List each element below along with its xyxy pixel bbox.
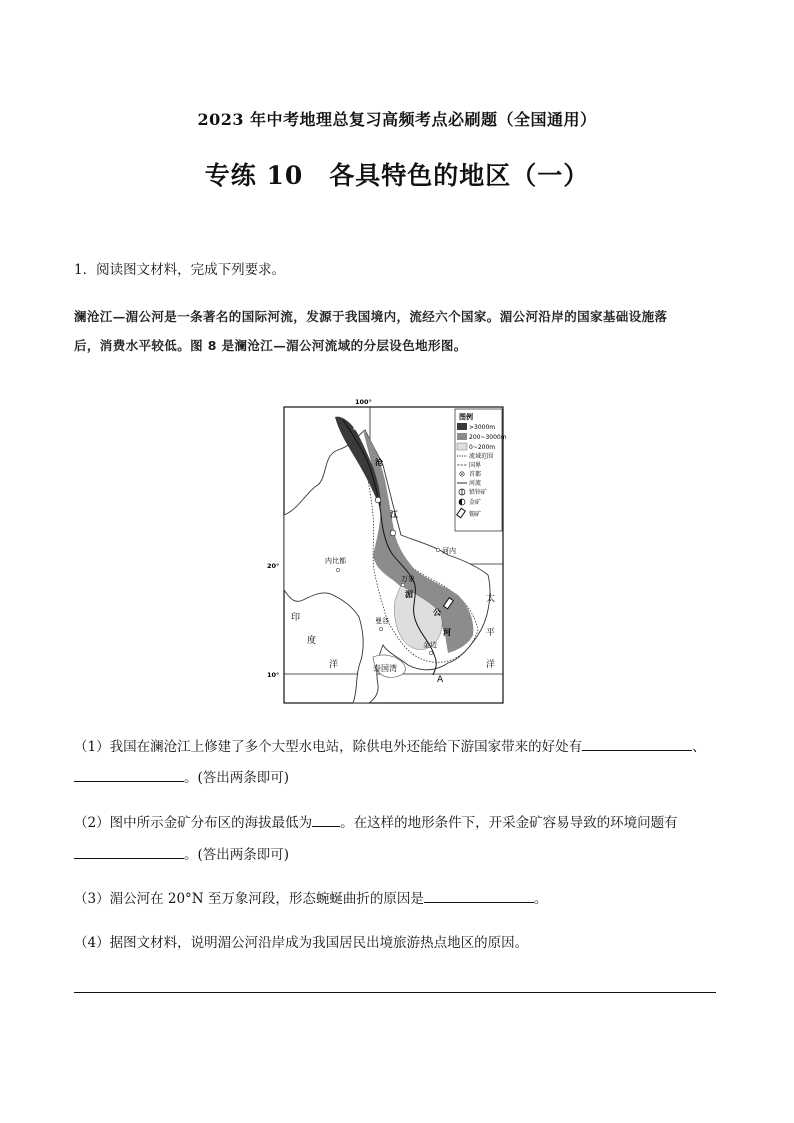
label-du: 度 [307, 636, 317, 646]
label-phnompenh: 金边 [423, 641, 437, 649]
title-part1: 专练 10 [204, 161, 304, 190]
label-yin: 印 [291, 613, 301, 623]
subquestion-4: （4）据图文材料，说明湄公河沿岸成为我国居民出境旅游热点地区的原因。 [74, 935, 529, 951]
legend-swatch-mid [457, 433, 467, 440]
mekong-map-figure [267, 395, 507, 705]
longitude-label: 100° [355, 398, 372, 406]
label-gong: 公 [433, 608, 441, 617]
label-naypyidaw: 内比都 [325, 557, 346, 565]
legend-item-tin: 锡矿 [469, 511, 482, 518]
exam-subtitle: 2023 年中考地理总复习高频考点必刷题（全国通用） [197, 110, 597, 129]
q1-blank-1[interactable] [582, 736, 692, 751]
q2-blank-2[interactable] [74, 844, 184, 859]
label-yang-east: 洋 [486, 660, 496, 670]
legend-swatch-high [457, 423, 467, 430]
lat-10-label: 10° [267, 671, 280, 679]
label-cang: 沧 [375, 458, 383, 467]
subquestion-1-line2 [74, 767, 734, 788]
label-bangkok: 曼谷 [375, 617, 389, 625]
label-gulf: 泰国湾 [373, 664, 397, 673]
q2-note: 。(答出两条即可) [184, 847, 290, 863]
mekong-map [267, 395, 507, 705]
label-point-a: A [437, 675, 444, 685]
legend-item-mid: 200~3000m [469, 434, 507, 441]
capital-vientiane-icon [401, 583, 405, 587]
title-part2: 各具特色的地区（一） [329, 161, 590, 190]
q1-text: （1）我国在澜沧江上修建了多个大型水电站，除供电外还能给下游国家带来的好处有 [74, 739, 583, 755]
legend-item-gold: 金矿 [469, 499, 482, 506]
label-hanoi: 河内 [442, 547, 456, 555]
legend-item-high: >3000m [469, 424, 496, 431]
material-line-2: 后，消费水平较低。图 8 是澜沧江—湄公河流域的分层设色地形图。 [74, 338, 467, 353]
label-mei: 湄 [405, 590, 413, 599]
subquestion-2-line2 [74, 844, 734, 865]
q1-separator: 、 [692, 739, 706, 755]
lat-20-label: 20° [267, 562, 280, 570]
legend-item-basin: 流域范围 [469, 453, 494, 460]
q1-note: 。(答出两条即可) [184, 770, 290, 786]
capital-naypyidaw-icon [336, 568, 340, 572]
q2-blank-1[interactable] [312, 812, 340, 827]
q3-text: （3）湄公河在 20°N 至万象河段，形态蜿蜒曲折的原因是 [74, 891, 424, 907]
legend-item-border: 国界 [469, 462, 482, 469]
label-jiang: 江 [390, 510, 398, 519]
legend-swatch-low [457, 443, 467, 450]
q2-text: （2）图中所示金矿分布区的海拔最低为 [74, 815, 313, 831]
q3-end: 。 [533, 891, 548, 907]
legend-item-leadzinc: 铅锌矿 [469, 489, 488, 496]
label-lan: 澜 [353, 422, 361, 431]
question-intro: 1．阅读图文材料，完成下列要求。 [74, 262, 286, 278]
label-yang-west: 洋 [329, 660, 339, 670]
legend-item-capital: 首都 [469, 471, 482, 478]
material-text [74, 302, 726, 360]
label-he: 河 [443, 628, 451, 637]
subquestion-1 [74, 736, 734, 757]
subquestion-2 [74, 812, 734, 833]
map-mine-leadzinc-icon [375, 497, 381, 503]
map-mine-gold-icon [390, 530, 396, 536]
capital-hanoi-icon [436, 548, 440, 552]
q3-blank[interactable] [424, 888, 534, 903]
answer-line[interactable] [74, 992, 716, 993]
page-title [0, 156, 794, 192]
label-ping: 平 [486, 628, 496, 638]
legend-title: 图例 [459, 413, 473, 421]
legend-item-low: 0~200m [469, 444, 496, 451]
q2-mid: 。在这样的地形条件下，开采金矿容易导致的环境问题有 [340, 815, 678, 831]
label-vientiane: 万象 [401, 575, 415, 583]
q1-blank-2[interactable] [74, 767, 184, 782]
legend-item-river: 河流 [469, 480, 482, 487]
capital-phnompenh-icon [429, 651, 433, 655]
capital-bangkok-icon [379, 627, 383, 631]
material-line-1: 澜沧江—湄公河是一条著名的国际河流，发源于我国境内，流经六个国家。湄公河沿岸的国家基础设施落 [74, 309, 668, 324]
subquestion-3 [74, 888, 734, 909]
label-tai: 太 [486, 594, 496, 604]
